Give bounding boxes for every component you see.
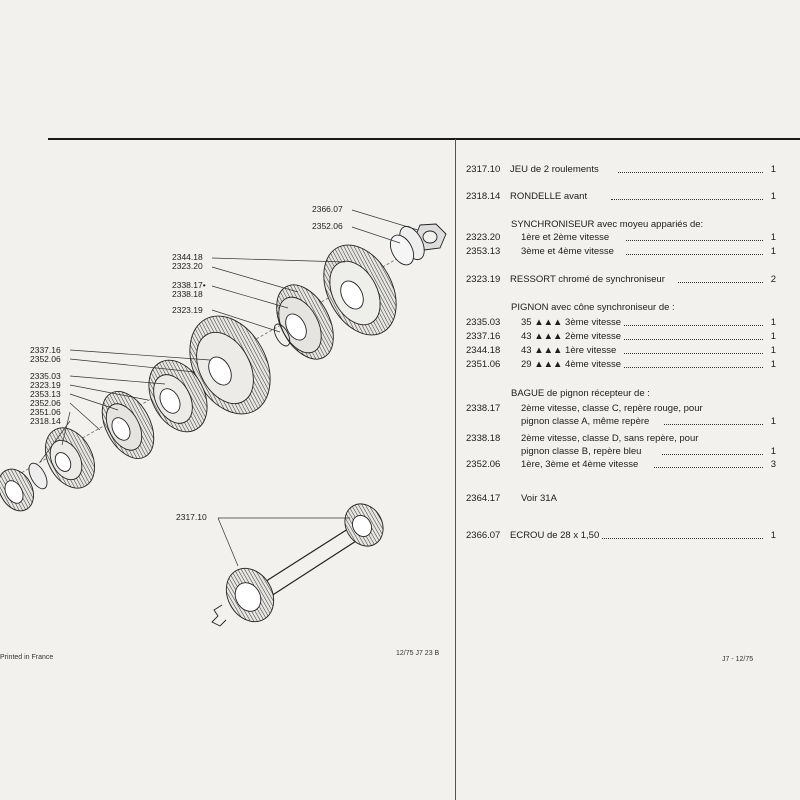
part-desc: 43 ▲▲▲ 2ème vitesse — [521, 331, 622, 342]
part-qty: 1 — [770, 345, 776, 356]
part-ref: 2317.10 — [466, 164, 501, 175]
part-qty: 1 — [770, 164, 776, 175]
part-desc: 43 ▲▲▲ 1ère vitesse — [521, 345, 617, 356]
part-ref: 2338.17 — [466, 403, 501, 414]
part-desc: JEU de 2 roulements — [510, 164, 599, 175]
print-code-left: 12/75 J7 23 B — [396, 650, 440, 657]
part-qty: 1 — [770, 246, 776, 257]
part-desc: 1ère et 2ème vitesse — [521, 232, 610, 243]
callout-2338-17: 2338.17• — [172, 280, 206, 290]
dot-leader — [624, 367, 763, 368]
part-qty: 1 — [770, 331, 776, 342]
callout-2352-06: 2352.06 — [30, 354, 61, 364]
callout-2344-18: 2344.18 — [172, 252, 203, 262]
part-desc: ECROU de 28 x 1,50 — [510, 530, 600, 541]
part-ref: 2344.18 — [466, 345, 501, 356]
dot-leader — [626, 240, 763, 241]
part-qty: 1 — [770, 232, 776, 243]
part-desc: pignon classe B, repère bleu — [521, 446, 642, 457]
callout-2352-06: 2352.06 — [30, 398, 61, 408]
printed-in-france: Printed in France — [0, 654, 54, 661]
callout-2323-19: 2323.19 — [172, 305, 203, 315]
part-qty: 2 — [770, 274, 776, 285]
section-heading: BAGUE de pignon récepteur de : — [511, 388, 650, 399]
part-ref: 2318.14 — [466, 191, 501, 202]
callout-2323-19: 2323.19 — [30, 380, 61, 390]
dot-leader — [626, 254, 763, 255]
callout-2338-18: 2338.18 — [172, 289, 203, 299]
part-ref: 2323.19 — [466, 274, 501, 285]
part-desc: 2ème vitesse, classe D, sans repère, pour — [521, 433, 699, 444]
dot-leader — [678, 282, 763, 283]
part-qty: 1 — [770, 446, 776, 457]
print-code-right: J7 - 12/75 — [722, 656, 754, 663]
part-desc: 2ème vitesse, classe C, repère rouge, pour — [521, 403, 703, 414]
dot-leader — [624, 339, 763, 340]
part-qty: 1 — [770, 191, 776, 202]
callout-2337-16: 2337.16 — [30, 345, 61, 355]
part-ref: 2353.13 — [466, 246, 501, 257]
part-qty: 3 — [770, 459, 776, 470]
part-desc: 35 ▲▲▲ 3ème vitesse — [521, 317, 622, 328]
dot-leader — [611, 199, 763, 200]
dot-leader — [624, 325, 763, 326]
part-ref: 2351.06 — [466, 359, 501, 370]
dot-leader — [618, 172, 763, 173]
callout-2317-10: 2317.10 — [176, 512, 207, 522]
part-desc: 29 ▲▲▲ 4ème vitesse — [521, 359, 622, 370]
part-qty: 1 — [770, 530, 776, 541]
callout-2366-07: 2366.07 — [312, 204, 343, 214]
callout-2353-13: 2353.13 — [30, 389, 61, 399]
section-heading: PIGNON avec cône synchroniseur de : — [511, 302, 675, 313]
part-desc: RESSORT chromé de synchroniseur — [510, 274, 665, 285]
dot-leader — [662, 454, 763, 455]
part-qty: 1 — [770, 317, 776, 328]
part-ref: 2338.18 — [466, 433, 501, 444]
callout-2351-06: 2351.06 — [30, 407, 61, 417]
part-desc: 1ère, 3ème et 4ème vitesse — [521, 459, 639, 470]
callout-2335-03: 2335.03 — [30, 371, 61, 381]
dot-leader — [664, 424, 763, 425]
part-desc: Voir 31A — [521, 493, 557, 504]
dot-leader — [624, 353, 763, 354]
part-qty: 1 — [770, 416, 776, 427]
dot-leader — [654, 467, 763, 468]
part-ref: 2337.16 — [466, 331, 501, 342]
part-desc: 3ème et 4ème vitesse — [521, 246, 614, 257]
dot-leader — [602, 538, 763, 539]
part-ref: 2323.20 — [466, 232, 501, 243]
part-ref: 2335.03 — [466, 317, 501, 328]
part-ref: 2352.06 — [466, 459, 501, 470]
callout-2352-06: 2352.06 — [312, 221, 343, 231]
section-heading: SYNCHRONISEUR avec moyeu appariés de: — [511, 219, 704, 230]
part-desc: pignon classe A, même repère — [521, 416, 650, 427]
callout-2318-14: 2318.14 — [30, 416, 61, 426]
part-ref: 2366.07 — [466, 530, 501, 541]
part-desc: RONDELLE avant — [510, 191, 588, 202]
callout-2323-20: 2323.20 — [172, 261, 203, 271]
part-ref: 2364.17 — [466, 493, 501, 504]
part-qty: 1 — [770, 359, 776, 370]
